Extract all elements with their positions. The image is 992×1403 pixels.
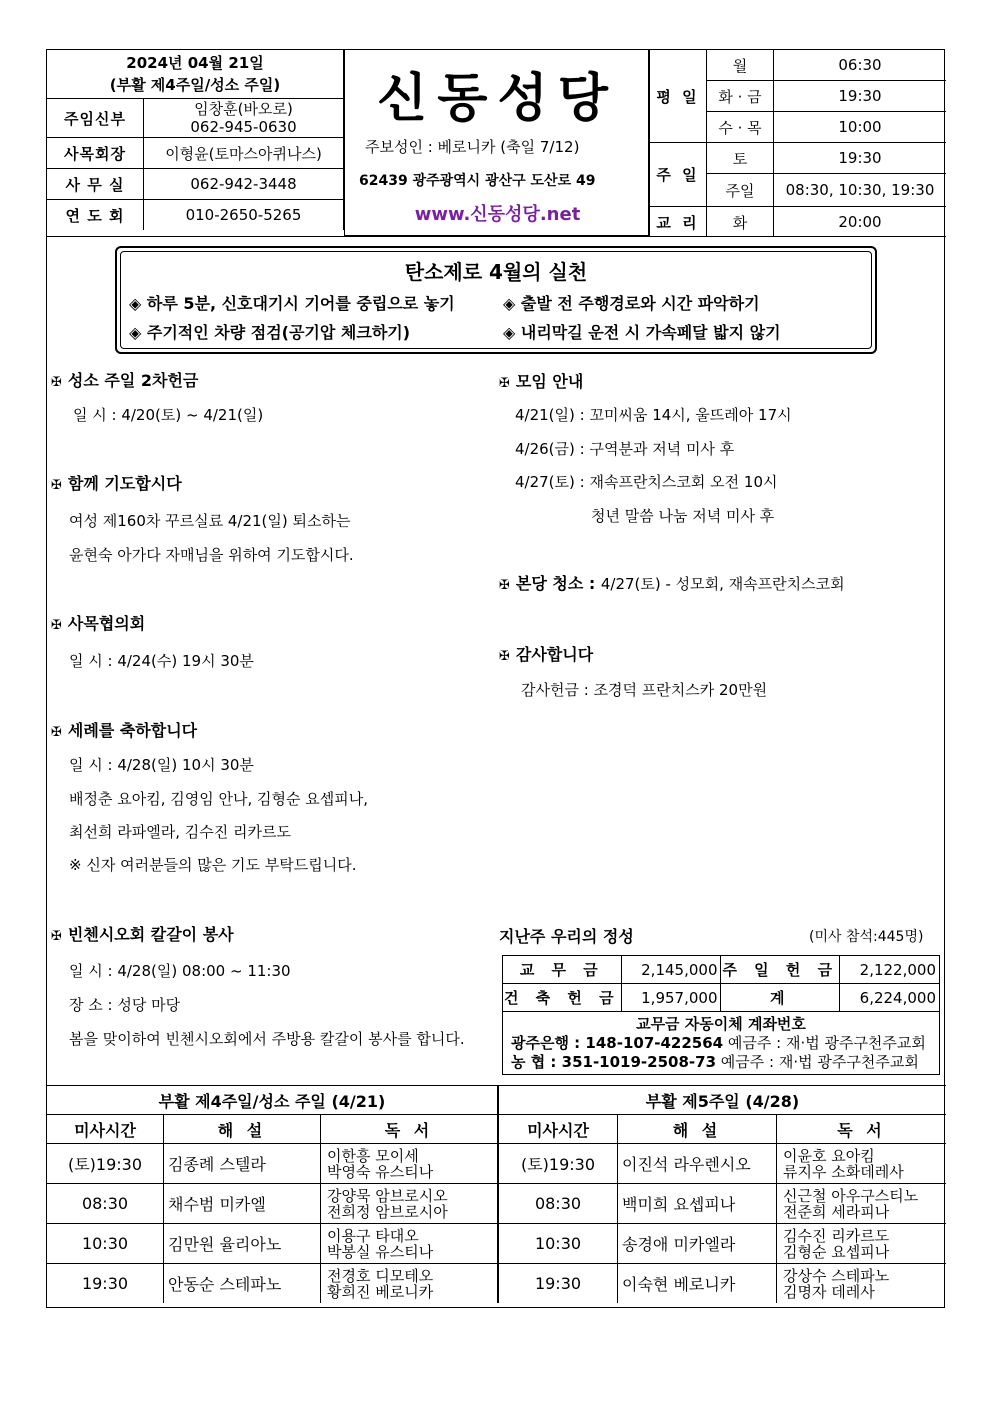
col-mass-time: 미사시간 — [498, 1115, 618, 1144]
mass-time: 10:30 — [47, 1224, 164, 1264]
banner-title: 탄소제로 4월의 실천 — [404, 260, 588, 284]
pastor-name: 임창훈(바오로) — [194, 100, 293, 118]
section-line: 여성 제160차 꾸르실료 4/21(일) 퇴소하는 — [69, 512, 351, 530]
section-line: 일 시 : 4/28(일) 08:00 ~ 11:30 — [69, 962, 291, 980]
mass-time: (토)19:30 — [47, 1144, 164, 1184]
reader: 김수진 리카르도 — [783, 1226, 890, 1245]
section-thanks-title — [499, 642, 593, 665]
section-heading: 본당 청소 : — [515, 574, 596, 593]
bulletin-date: 2024년 04월 21일 — [126, 54, 264, 72]
schedule-day: 화 · 금 — [707, 81, 774, 112]
readers — [777, 1224, 947, 1264]
readers — [777, 1264, 947, 1304]
schedule-day: 주일 — [707, 174, 774, 207]
banner-item: ◈ 내리막길 운전 시 가속페달 밟지 않기 — [503, 323, 781, 342]
section-line: ※ 신자 여러분들의 많은 기도 부탁드립니다. — [69, 856, 357, 874]
readers — [321, 1144, 499, 1184]
section-heading: 빈첸시오회 칼갈이 봉사 — [67, 925, 234, 944]
pastor-label: 주임신부 — [47, 99, 144, 138]
schedule-time: 08:30, 10:30, 19:30 — [774, 174, 947, 207]
attendance-count: (미사 참석:445명) — [809, 929, 924, 945]
readers — [321, 1224, 499, 1264]
section-line: 일 시 : 4/28(일) 10시 30분 — [69, 756, 254, 774]
mass-roster-table — [47, 1085, 946, 1303]
offering-label: 주 일 헌 금 — [721, 956, 840, 984]
section-cleaning — [499, 571, 845, 594]
week-title: 부활 제4주일/성소 주일 (4/21) — [47, 1086, 498, 1115]
offering-title: 지난주 우리의 정성 — [499, 927, 634, 946]
date-block — [47, 50, 344, 99]
offering-value: 2,145,000 — [621, 956, 721, 984]
section-heading: 감사합니다 — [515, 645, 594, 664]
reader: 박봉실 유스티나 — [327, 1242, 434, 1261]
section-line: 봄을 맞이하여 빈첸시오회에서 주방용 칼갈이 봉사를 합니다. — [69, 1030, 465, 1048]
section-line: 윤현숙 아가다 자매님을 위하여 기도합시다. — [69, 546, 354, 564]
section-line: 청년 말씀 나눔 저녁 미사 후 — [591, 507, 775, 525]
section-line: 최선희 라파엘라, 김수진 리카르도 — [69, 823, 291, 841]
banner-item: ◈ 하루 5분, 신호대기시 기어를 중립으로 놓기 — [129, 294, 455, 313]
commentator: 김종례 스텔라 — [164, 1144, 321, 1184]
reader: 강상수 스테파노 — [783, 1266, 890, 1285]
offering-value: 6,224,000 — [840, 984, 939, 1012]
section-line: 일 시 : 4/20(토) ~ 4/21(일) — [73, 406, 264, 424]
cross-icon: ✠ — [51, 375, 62, 390]
account-bank: 광주은행 : 148-107-422564 — [511, 1034, 724, 1052]
section-baptism-title — [51, 718, 197, 741]
office-label: 사 무 실 — [47, 169, 144, 200]
table-row — [47, 1264, 946, 1304]
commentator: 김만원 율리아노 — [164, 1224, 321, 1264]
reader: 류지우 소화데레사 — [783, 1162, 904, 1181]
reader: 신근철 아우구스티노 — [783, 1186, 919, 1205]
col-commentary: 해 설 — [164, 1115, 321, 1144]
section-line: 감사헌금 : 조경덕 프란치스카 20만원 — [521, 681, 768, 699]
cross-icon: ✠ — [51, 478, 62, 493]
account-holder: 예금주 : 재·법 광주구천주교회 — [720, 1053, 919, 1071]
mass-schedule — [649, 50, 946, 237]
section-heading: 세례를 축하합니다 — [67, 721, 198, 740]
pastor-value — [144, 99, 344, 138]
schedule-time: 19:30 — [774, 81, 947, 112]
section-prayer-title — [51, 471, 182, 494]
weekday-label: 평 일 — [650, 50, 707, 143]
parish-name: 신동성당 — [377, 69, 618, 129]
section-line: 4/21(일) : 꼬미씨움 14시, 울뜨레아 17시 — [515, 406, 792, 424]
section-line: 배정춘 요아킴, 김영임 안나, 김형순 요셉피나, — [69, 790, 368, 808]
mass-time: 10:30 — [498, 1224, 618, 1264]
mass-time: (토)19:30 — [498, 1144, 618, 1184]
readers — [321, 1184, 499, 1224]
readers — [777, 1184, 947, 1224]
account-row — [503, 1053, 939, 1072]
schedule-time: 10:00 — [774, 112, 947, 143]
schedule-time: 06:30 — [774, 50, 947, 81]
section-heading: 성소 주일 2차헌금 — [67, 371, 199, 390]
parish-contacts — [47, 50, 344, 230]
commentator: 안동순 스테파노 — [164, 1264, 321, 1304]
mass-time: 19:30 — [498, 1264, 618, 1304]
commentator: 백미희 요셉피나 — [618, 1184, 777, 1224]
sunday-name: (부활 제4주일/성소 주일) — [109, 76, 281, 94]
account-bank: 농 협 : 351-1019-2508-73 — [511, 1053, 717, 1071]
office-phone: 062-942-3448 — [144, 169, 344, 200]
section-council-title — [51, 611, 145, 634]
prayer-group-label: 연 도 회 — [47, 200, 144, 231]
section-heading: 모임 안내 — [515, 372, 584, 391]
schedule-day: 수 · 목 — [707, 112, 774, 143]
account-info — [503, 1012, 939, 1075]
section-heading: 함께 기도합시다 — [67, 474, 182, 493]
table-row — [47, 1184, 946, 1224]
reader: 강양묵 암브로시오 — [327, 1186, 448, 1205]
section-vincent-title — [51, 922, 234, 945]
mass-time: 19:30 — [47, 1264, 164, 1304]
commentator: 이숙현 베로니카 — [618, 1264, 777, 1304]
cross-icon: ✠ — [499, 376, 510, 391]
bulletin-page — [46, 49, 945, 1308]
cross-icon: ✠ — [499, 649, 510, 664]
schedule-day: 월 — [707, 50, 774, 81]
offering-label: 건 축 헌 금 — [503, 984, 621, 1012]
reader: 이윤호 요아킴 — [783, 1146, 875, 1165]
reader: 김명자 데레사 — [783, 1282, 875, 1301]
parish-address: 62439 광주광역시 광산구 도산로 49 — [359, 173, 596, 189]
cross-icon: ✠ — [51, 618, 62, 633]
col-commentary: 해 설 — [618, 1115, 777, 1144]
offering-box — [502, 955, 940, 1075]
section-line: 일 시 : 4/24(수) 19시 30분 — [69, 652, 254, 670]
schedule-day: 토 — [707, 143, 774, 174]
readers — [777, 1144, 947, 1184]
commentator: 채수범 미카엘 — [164, 1184, 321, 1224]
reader: 김형순 요셉피나 — [783, 1242, 890, 1261]
cross-icon: ✠ — [51, 725, 62, 740]
readers — [321, 1264, 499, 1304]
account-row — [503, 1034, 939, 1053]
reader: 박영숙 유스티나 — [327, 1162, 434, 1181]
col-reader: 독 서 — [321, 1115, 499, 1144]
cross-icon: ✠ — [51, 929, 62, 944]
reader: 전희정 암브로시아 — [327, 1202, 448, 1221]
reader: 황희진 베로니카 — [327, 1282, 434, 1301]
carbon-zero-banner — [115, 246, 877, 354]
reader: 전준희 세라피나 — [783, 1202, 890, 1221]
sunday-label: 주 일 — [650, 143, 707, 207]
pastor-phone: 062-945-0630 — [190, 118, 297, 136]
council-head-value: 이형윤(토마스아퀴나스) — [144, 138, 344, 169]
section-line: 4/26(금) : 구역분과 저녁 미사 후 — [515, 440, 735, 458]
mass-time: 08:30 — [498, 1184, 618, 1224]
section-line: 4/27(토) : 재속프란치스코회 오전 10시 — [515, 473, 778, 491]
offering-value: 2,122,000 — [840, 956, 939, 984]
schedule-time: 20:00 — [774, 207, 947, 238]
mass-time: 08:30 — [47, 1184, 164, 1224]
offering-table — [503, 956, 939, 1074]
col-reader: 독 서 — [777, 1115, 947, 1144]
reader: 전경호 디모테오 — [327, 1266, 434, 1285]
prayer-group-phone: 010-2650-5265 — [144, 200, 344, 231]
cleaning-text: 4/27(토) - 성모회, 재속프란치스코회 — [600, 575, 845, 593]
account-title: 교무금 자동이체 계좌번호 — [636, 1015, 806, 1033]
section-line: 장 소 : 성당 마당 — [69, 996, 181, 1014]
commentator: 송경애 미카엘라 — [618, 1224, 777, 1264]
patron-saint: 주보성인 : 베로니카 (축일 7/12) — [365, 138, 580, 156]
council-head-label: 사목회장 — [47, 138, 144, 169]
parish-website[interactable]: www.신동성당.net — [414, 204, 581, 225]
banner-item: ◈ 출발 전 주행경로와 시간 파악하기 — [503, 294, 760, 313]
account-holder: 예금주 : 재·법 광주구천주교회 — [727, 1034, 926, 1052]
commentator: 이진석 라우렌시오 — [618, 1144, 777, 1184]
offering-value: 1,957,000 — [621, 984, 721, 1012]
week-title: 부활 제5주일 (4/28) — [498, 1086, 946, 1115]
header-divider — [47, 236, 946, 237]
banner-item: ◈ 주기적인 차량 점검(공기압 체크하기) — [129, 323, 411, 342]
reader: 이용구 타대오 — [327, 1226, 419, 1245]
section-heading: 사목협의회 — [67, 614, 146, 633]
col-mass-time: 미사시간 — [47, 1115, 164, 1144]
parish-title-block — [344, 50, 649, 236]
offering-label: 계 — [721, 984, 840, 1012]
section-meetings-title — [499, 369, 583, 392]
section-vocation-title — [51, 368, 198, 391]
reader: 이한흥 모이세 — [327, 1146, 419, 1165]
schedule-time: 19:30 — [774, 143, 947, 174]
table-row — [47, 1224, 946, 1264]
offering-label: 교 무 금 — [503, 956, 621, 984]
table-row — [47, 1144, 946, 1184]
cross-icon: ✠ — [499, 578, 510, 593]
catechism-label: 교 리 — [650, 207, 707, 238]
schedule-day: 화 — [707, 207, 774, 238]
